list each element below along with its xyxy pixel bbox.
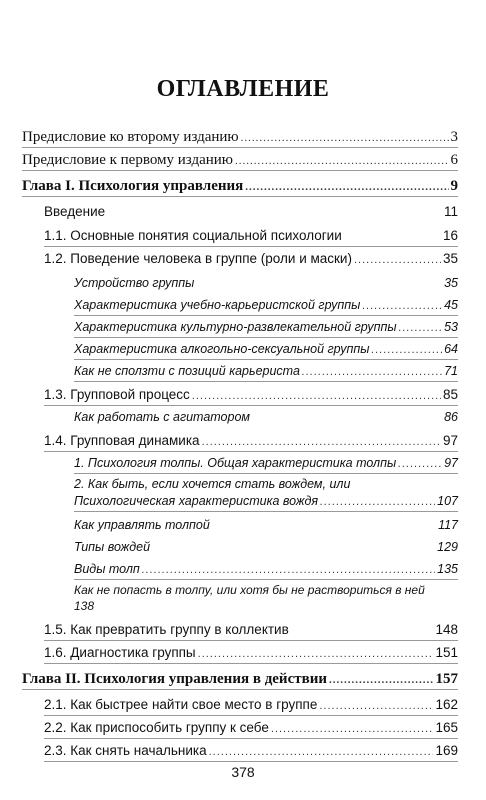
toc-entry-culture-group[interactable]: Характеристика культурно-развлекательной группы ..... 53 — [74, 318, 458, 338]
page-ref: 3 — [450, 129, 458, 145]
page-ref: 16 — [442, 228, 458, 243]
leader-dots — [399, 319, 443, 337]
toc-entry-alcohol-group[interactable]: Характеристика алкогольно-сексуальной группы ..... 64 — [74, 340, 458, 360]
page-ref: 35 — [444, 276, 458, 290]
page-ref: 97 — [444, 456, 458, 470]
toc-entry-1-1[interactable]: 1.1. Основные понятия социальной психологии 16 — [44, 227, 458, 247]
toc-entry-1-3[interactable]: 1.3. Групповой процесс ..... 85 — [44, 386, 458, 406]
toc-entry-chapter-1[interactable]: Глава I. Психология управления ..... 9 — [22, 177, 458, 197]
toc-entry-crowd-psychology[interactable]: 1. Психология толпы. Общая характеристика толпы ..... 97 — [74, 454, 458, 474]
page-ref: 135 — [437, 562, 458, 576]
leader-dots — [198, 645, 434, 663]
page-ref: 97 — [442, 433, 458, 448]
toc-entry-2-1[interactable]: 2.1. Как быстрее найти свое место в группе ..... 162 — [44, 696, 458, 716]
toc-entry-1-5[interactable]: 1.5. Как превратить группу в коллектив 148 — [44, 621, 458, 641]
toc-entry-agitator[interactable]: Как работать с агитатором 86 — [74, 410, 458, 424]
leader-dots — [209, 743, 434, 761]
toc-entry-intro[interactable]: Введение 11 — [44, 204, 458, 219]
toc-entry-avoid-crowd[interactable]: Как не попасть в толпу, или хотя бы не раствориться в ней 138 — [74, 583, 425, 613]
leader-dots — [235, 152, 448, 170]
page-ref: 165 — [435, 720, 458, 735]
leader-dots — [142, 561, 435, 579]
page-ref: 169 — [435, 743, 458, 758]
page-ref: 71 — [444, 364, 458, 378]
leader-dots — [398, 455, 442, 473]
toc-entry-preface-2[interactable]: Предисловие ко второму изданию ..... 3 — [22, 128, 458, 148]
page-ref: 117 — [438, 518, 458, 532]
page-ref: 148 — [435, 622, 458, 637]
leader-dots — [320, 494, 435, 511]
leader-dots — [354, 251, 441, 269]
page-ref: 35 — [442, 251, 458, 266]
page-number: 378 — [231, 764, 255, 780]
toc-entry-crowd-types[interactable]: Виды толп ..... 135 — [74, 560, 458, 580]
toc-entry-chapter-2[interactable]: Глава II. Психология управления в действии ..... 157 — [22, 670, 458, 690]
leader-dots — [329, 671, 434, 689]
page-ref: 11 — [443, 204, 458, 219]
page-ref: 86 — [444, 410, 458, 424]
toc-entry-1-4[interactable]: 1.4. Групповая динамика ..... 97 — [44, 432, 458, 452]
leader-dots — [302, 363, 442, 381]
page-ref: 129 — [437, 540, 458, 554]
toc-entry-preface-1[interactable]: Предисловие к первому изданию ..... 6 — [22, 151, 458, 171]
page-ref: 45 — [444, 298, 458, 312]
toc-entry-group-structure[interactable]: Устройство группы 35 — [74, 276, 458, 290]
page-ref: 162 — [435, 697, 458, 712]
toc-entry-1-6[interactable]: 1.6. Диагностика группы ..... 151 — [44, 644, 458, 664]
leader-dots — [362, 297, 442, 315]
leader-dots — [271, 720, 434, 738]
leader-dots — [241, 129, 449, 147]
page-ref: 107 — [437, 494, 458, 508]
leader-dots — [192, 387, 441, 405]
page-ref: 85 — [442, 387, 458, 402]
toc-entry-leader[interactable]: 2. Как быть, если хочется стать вождем, или Психологическая характеристика вождя ..... 107 — [74, 476, 458, 512]
leader-dots — [371, 341, 442, 359]
leader-dots — [245, 178, 448, 196]
toc-entry-2-3[interactable]: 2.3. Как снять начальника ..... 169 — [44, 742, 458, 762]
leader-dots — [202, 433, 441, 451]
page-ref: 6 — [450, 152, 458, 168]
toc-entry-career-group[interactable]: Характеристика учебно-карьеристской группы ..... 45 — [74, 296, 458, 316]
page-ref: 151 — [435, 645, 458, 660]
toc-entry-leader-types[interactable]: Типы вождей 129 — [74, 540, 458, 554]
toc-entry-careerist[interactable]: Как не сползти с позиций карьериста ..... 71 — [74, 362, 458, 382]
page-ref: 157 — [435, 671, 458, 687]
toc-entry-2-2[interactable]: 2.2. Как приспособить группу к себе ..... 165 — [44, 719, 458, 739]
toc-entry-manage-crowd[interactable]: Как управлять толпой 117 — [74, 518, 458, 532]
page-ref: 64 — [444, 342, 458, 356]
page-title: ОГЛАВЛЕНИЕ — [156, 76, 330, 102]
toc-entry-1-2[interactable]: 1.2. Поведение человека в группе (роли и маски) ..... 35 — [44, 250, 458, 269]
page-ref: 9 — [450, 178, 458, 194]
page-ref: 53 — [444, 320, 458, 334]
leader-dots — [319, 697, 433, 715]
